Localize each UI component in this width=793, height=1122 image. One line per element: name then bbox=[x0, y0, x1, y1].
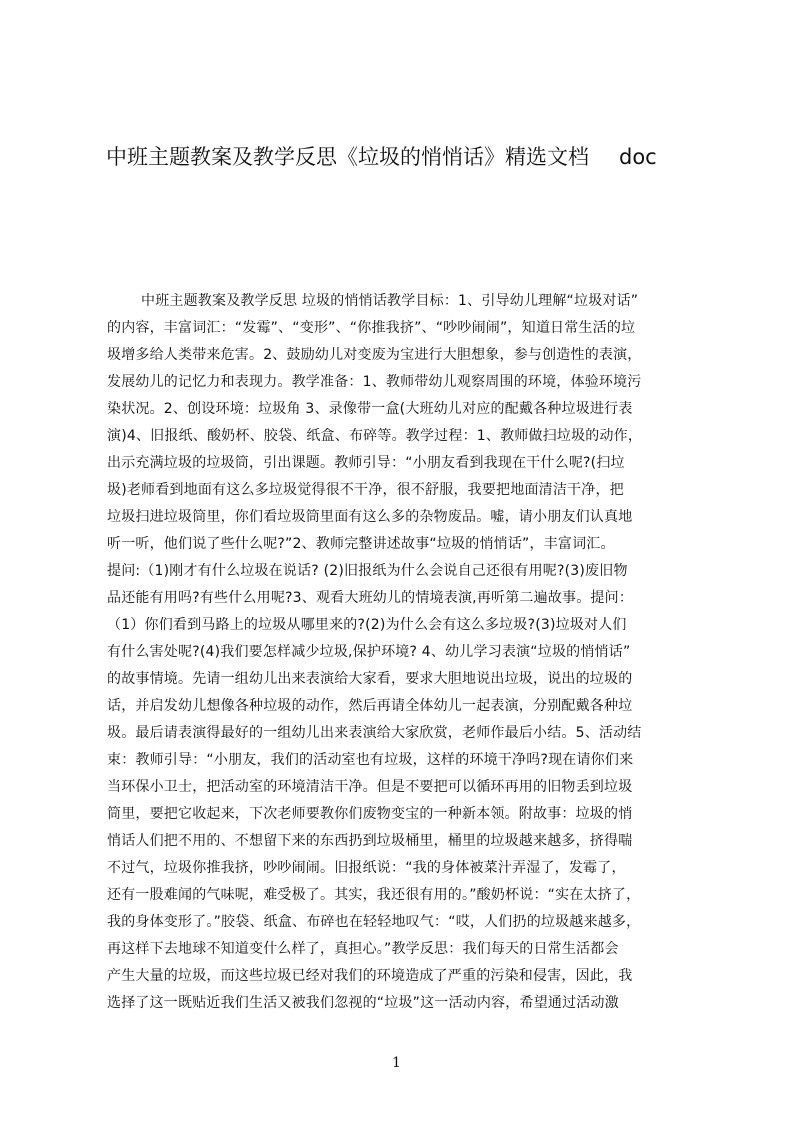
body-line: （1）你们看到马路上的垃圾从哪里来的?(2)为什么会有这么多垃圾?(3)垃圾对人们 bbox=[107, 617, 627, 633]
body-line: 的内容，丰富词汇：“发霉”、“变形”、“你推我挤”、“吵吵闹闹”，知道日常生活的垃 bbox=[107, 320, 636, 336]
body-line: 圾。最后请表演得最好的一组幼儿出来表演给大家欣赏，老师作最后小结。5、活动结 bbox=[107, 725, 642, 741]
body-line: 有什么害处呢?(4)我们要怎样减少垃圾,保护环境? 4、幼儿学习表演“垃圾的悄悄话” bbox=[107, 644, 631, 660]
page-number: 1 bbox=[392, 1055, 401, 1071]
body-line: 出示充满垃圾的垃圾筒，引出课题。教师引导：“小朋友看到我现在干什么呢?(扫垃 bbox=[107, 455, 625, 471]
body-line: 悄话人们把不用的、不想留下来的东西扔到垃圾桶里，桶里的垃圾越来越多，挤得喘 bbox=[107, 833, 633, 849]
body-line: 演)4、旧报纸、酸奶杯、胶袋、纸盒、布碎等。教学过程：1、教师做扫垃圾的动作， bbox=[107, 428, 643, 444]
body-line: 的故事情境。先请一组幼儿出来表演给大家看，要求大胆地说出垃圾，说出的垃圾的 bbox=[107, 671, 633, 687]
body-line: 再这样下去地球不知道变什么样了，真担心。”教学反思：我们每天的日常生活都会 bbox=[107, 941, 619, 957]
body-line: 筒里，要把它收起来，下次老师要教你们废物变宝的一种新本领。附故事：垃圾的悄 bbox=[107, 806, 633, 822]
title-extension: doc bbox=[619, 145, 657, 169]
body-line: 还有一股难闻的气味呢，难受极了。其实，我还很有用的。”酸奶杯说：“实在太挤了， bbox=[107, 887, 641, 903]
body-line: 提问:（1)刚才有什么垃圾在说话? (2)旧报纸为什么会说自己还很有用呢?(3)废旧物 bbox=[107, 563, 628, 579]
body-line: 产生大量的垃圾，而这些垃圾已经对我们的环境造成了严重的污染和侵害，因此，我 bbox=[107, 968, 633, 984]
document-body bbox=[107, 288, 697, 1044]
body-line: 发展幼儿的记忆力和表现力。教学准备：1、教师带幼儿观察周围的环境，体验环境污 bbox=[107, 374, 642, 390]
body-line: 圾增多给人类带来危害。2、鼓励幼儿对变废为宝进行大胆想象，参与创造性的表演， bbox=[107, 347, 642, 363]
title-text: 中班主题教案及教学反思《垃圾的悄悄话》精选文档 bbox=[106, 145, 589, 169]
body-line: 束：教师引导：“小朋友，我们的活动室也有垃圾，这样的环境干净吗?现在请你们来 bbox=[107, 752, 634, 768]
body-line: 话，并启发幼儿想像各种垃圾的动作，然后再请全体幼儿一起表演，分别配戴各种垃 bbox=[107, 698, 633, 714]
document-title bbox=[106, 142, 706, 172]
body-line: 垃圾扫进垃圾筒里，你们看垃圾筒里面有这么多的杂物废品。嘘，请小朋友们认真地 bbox=[107, 509, 633, 525]
body-line: 中班主题教案及教学反思 垃圾的悄悄话教学目标：1、引导幼儿理解“垃圾对话” bbox=[141, 293, 639, 309]
body-line: 听一听，他们说了些什么呢?”2、教师完整讲述故事“垃圾的悄悄话”，丰富词汇。 bbox=[107, 536, 615, 552]
body-line: 不过气，垃圾你推我挤，吵吵闹闹。旧报纸说：“我的身体被菜汁弄湿了，发霉了， bbox=[107, 860, 626, 876]
body-line: 圾)老师看到地面有这么多垃圾觉得很不干净，很不舒服，我要把地面清洁干净，把 bbox=[107, 482, 624, 498]
body-line: 选择了这一既贴近我们生活又被我们忽视的“垃圾”这一活动内容，希望通过活动激 bbox=[107, 995, 619, 1011]
body-line: 我的身体变形了。”胶袋、纸盒、布碎也在轻轻地叹气：“哎，人们扔的垃圾越来越多， bbox=[107, 914, 641, 930]
body-line: 染状况。2、创设环境：垃圾角 3、录像带一盒(大班幼儿对应的配戴各种垃圾进行表 bbox=[107, 401, 633, 417]
body-line: 品还能有用吗?有些什么用呢?3、观看大班幼儿的情境表演,再听第二遍故事。提问： bbox=[107, 590, 634, 606]
body-line: 当环保小卫士，把活动室的环境清洁干净。但是不要把可以循环再用的旧物丢到垃圾 bbox=[107, 779, 633, 795]
